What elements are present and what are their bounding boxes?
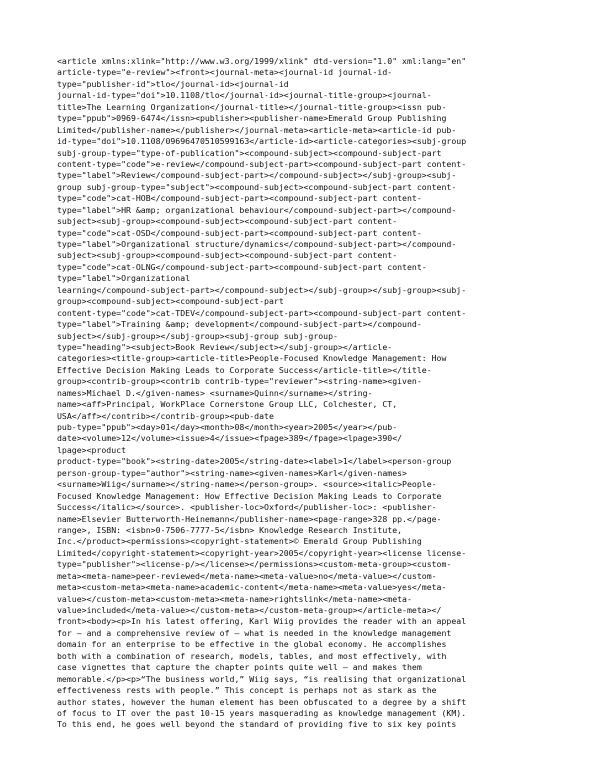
text-line: meta><meta-name>peer-reviewed</meta-name><meta-value>no</meta-value></custom- bbox=[57, 570, 437, 581]
text-line: author states, however the human element has been obfuscated to a degree by a shift bbox=[57, 696, 467, 707]
text-line: content-type="code">cat-TDEV</compound-subject-part><compound-subject-part content- bbox=[57, 307, 467, 318]
text-line: type="ppub">0969-6474</issn><publisher><publisher-name>Emerald Group Publishing bbox=[57, 113, 447, 124]
text-line: person-group-type="author"><string-name><given-names>Karl</given-names> bbox=[57, 467, 407, 478]
text-line: meta><custom-meta><meta-name>academic-content</meta-name><meta-value>yes</meta- bbox=[57, 582, 447, 593]
text-line: group><contrib-group><contrib contrib-type="reviewer"><string-name><given- bbox=[57, 376, 422, 387]
text-line: product-type="book"><string-date>2005</string-date><label>1</label><person-group bbox=[57, 456, 452, 467]
text-line: memorable.</p><p>“The business world,” Wiig says, “is realising that organizational bbox=[57, 673, 467, 684]
text-line: subject><subj-group><compound-subject><compound-subject-part content- bbox=[57, 216, 398, 227]
text-line: <surname>Wiig</surname></string-name></person-group>. <source><italic>People- bbox=[57, 479, 437, 490]
text-line: type="label">Training &amp; development</compound-subject-part></compound- bbox=[57, 319, 422, 330]
text-line: subj-group-type="type-of-publication"><compound-subject><compound-subject-part bbox=[57, 147, 442, 158]
text-line: value>included</meta-value></custom-meta></custom-meta-group></article-meta></ bbox=[57, 605, 442, 615]
text-line: domain for an enterprise to be effective in the global economy. He accomplishes bbox=[57, 639, 447, 650]
text-line: type="publisher-id">tlo</journal-id><journal-id bbox=[57, 78, 289, 89]
text-line: type="label">Review</compound-subject-part></compound-subject></subj-group><subj- bbox=[57, 170, 457, 181]
text-line: group><compound-subject><compound-subject-part bbox=[57, 296, 284, 307]
text-line: type="label">Organizational bbox=[57, 273, 191, 284]
text-line: content-type="code">e-review</compound-subject-part><compound-subject-part content- bbox=[57, 158, 467, 169]
text-line: title>The Learning Organization</journal-title></journal-title-group><issn pub- bbox=[57, 101, 447, 112]
text-line: subject><subj-group><compound-subject><compound-subject-part content- bbox=[57, 250, 398, 261]
text-line: categories><title-group><article-title>People-Focused Knowledge Management: How bbox=[57, 353, 447, 364]
text-line: article-type="e-review"><front><journal-meta><journal-id journal-id- bbox=[57, 67, 393, 78]
text-line: group subj-group-type="subject"><compound-subject><compound-subject-part content- bbox=[57, 181, 457, 192]
text-line: USA</aff></contrib></contrib-group><pub-date bbox=[57, 410, 274, 421]
text-line: <article xmlns:xlink="http://www.w3.org/1999/xlink" dtd-version="1.0" xml:lang="en" bbox=[57, 56, 467, 66]
text-line: names>Michael D.</given-names> <surname>Quinn</surname></string- bbox=[57, 387, 373, 398]
text-line: Success</italic></source>. <publisher-loc>Oxford</publisher-loc>: <publisher- bbox=[57, 502, 437, 513]
text-line: Effective Decision Making Leads to Corporate Success</article-title></title- bbox=[57, 364, 432, 375]
text-line: Limited</copyright-statement><copyright-year>2005</copyright-year><license license- bbox=[57, 547, 467, 558]
text-line: for – and a comprehensive review of – what is needed in the knowledge management bbox=[57, 627, 452, 638]
text-line: id-type="doi">10.1108/09696470510599163</article-id><article-categories><subj-group bbox=[57, 136, 467, 147]
text-line: type="code">cat-OSD</compound-subject-part><compound-subject-part content- bbox=[57, 227, 422, 238]
text-line: Inc.</product><permissions><copyright-statement>© Emerald Group Publishing bbox=[57, 536, 422, 547]
text-line: Focused Knowledge Management: How Effective Decision Making Leads to Corporate bbox=[57, 490, 442, 501]
text-line: type="publisher"><license-p/></license></permissions><custom-meta-group><custom- bbox=[57, 559, 452, 570]
text-line: pub-type="ppub"><day>01</day><month>08</month><year>2005</year></pub- bbox=[57, 422, 398, 432]
text-line: Limited</publisher-name></publisher></journal-meta><article-meta><article-id pub- bbox=[57, 124, 457, 135]
text-line: range>, ISBN: <isbn>0-7506-7777-5</isbn> Knowledge Research Institute, bbox=[57, 524, 403, 535]
text-line: To this end, he goes well beyond the standard of providing five to six key points bbox=[57, 719, 457, 730]
text-line: date><volume>12</volume><issue>4</issue><fpage>389</fpage><lpage>390</ bbox=[57, 433, 403, 444]
text-line: type="label">Organizational structure/dynamics</compound-subject-part></compound- bbox=[57, 239, 457, 249]
text-line: journal-id-type="doi">10.1108/tlo</journal-id><journal-title-group><journal- bbox=[57, 90, 432, 101]
text-line: lpage><product bbox=[57, 444, 127, 455]
text-line: effectiveness rests with people.” This concept is perhaps not as stark as the bbox=[57, 685, 437, 696]
text-line: type="label">HR &amp; organizational behaviour</compound-subject-part></compound- bbox=[57, 204, 457, 215]
text-line: learning</compound-subject-part></compound-subject></subj-group></subj-group><subj- bbox=[57, 284, 467, 295]
xml-text-block bbox=[57, 56, 577, 731]
text-line: value></custom-meta><custom-meta><meta-name>rightslink</meta-name><meta- bbox=[57, 593, 412, 604]
text-line: type="code">cat-HOB</compound-subject-part><compound-subject-part content- bbox=[57, 193, 422, 204]
text-line: name>Elsevier Butterworth-Heinemann</publisher-name><page-range>328 pp.</page- bbox=[57, 513, 442, 524]
text-line: type="code">cat-OLNG</compound-subject-part><compound-subject-part content- bbox=[57, 261, 427, 272]
text-line: both with a combination of research, models, tables, and most effectively, with bbox=[57, 650, 447, 661]
text-line: of focus to IT over the past 10-15 years masquerading as knowledge management (KM). bbox=[57, 707, 467, 718]
text-line: type="heading"><subject>Book Review</subject></subj-group></article- bbox=[57, 341, 393, 352]
text-line: subject></subj-group></subj-group><subj-group subj-group- bbox=[57, 330, 338, 341]
text-line: case vignettes that capture the chapter points quite well – and makes them bbox=[57, 662, 422, 673]
text-line: name><aff>Principal, WorkPlace Cornerstone Group LLC, Colchester, CT, bbox=[57, 399, 398, 410]
text-line: front><body><p>In his latest offering, Karl Wiig provides the reader with an appeal bbox=[57, 616, 467, 627]
